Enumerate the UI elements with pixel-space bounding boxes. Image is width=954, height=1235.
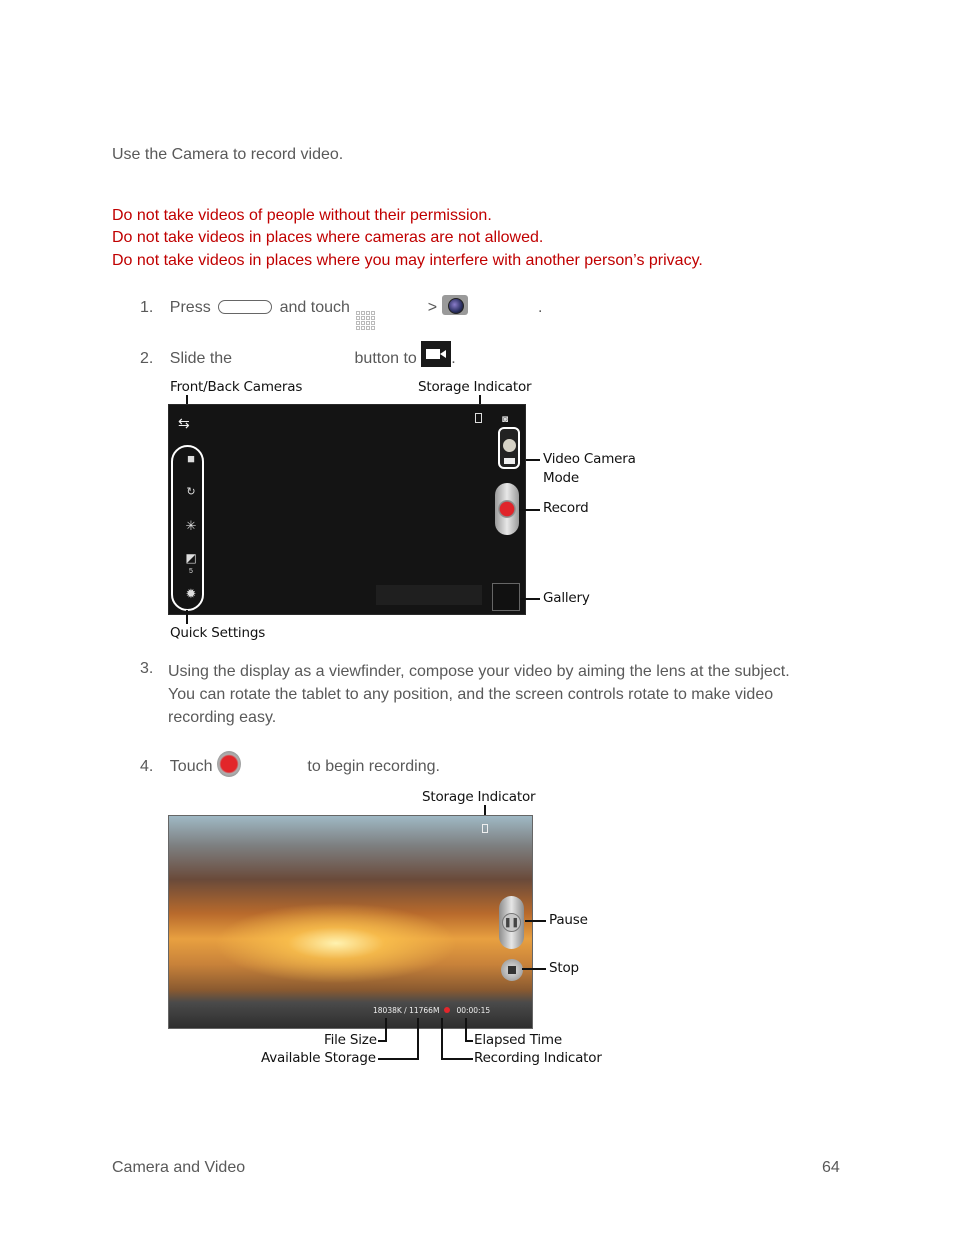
record-icon	[217, 751, 241, 777]
callout-available-storage: Available Storage	[261, 1050, 376, 1066]
home-key-icon	[218, 300, 272, 314]
intro-text: Use the Camera to record video.	[112, 146, 344, 163]
exposure-value: 5	[189, 568, 193, 575]
step-number: 1.	[140, 299, 154, 316]
camera-viewfinder	[168, 404, 526, 615]
warning-line: Do not take videos of people without their permission.	[112, 207, 492, 224]
step-text: Press	[169, 299, 211, 316]
timer-off-icon[interactable]: ↻	[186, 486, 196, 498]
switch-camera-icon[interactable]: ⇆	[178, 415, 190, 431]
recording-mode-icon[interactable]: ■	[187, 451, 195, 466]
warning-line: Do not take videos in places where cameras are not allowed.	[112, 229, 544, 246]
camera-app-icon	[442, 295, 468, 315]
camera-video-mode-toggle[interactable]	[498, 427, 520, 469]
callout-stop: Stop	[549, 960, 579, 976]
callout-quick-settings: Quick Settings	[170, 625, 266, 641]
settings-gear-icon[interactable]: ✹	[185, 586, 197, 601]
gallery-thumbnail[interactable]	[492, 583, 520, 611]
callout-pause: Pause	[549, 912, 588, 928]
callout-gallery: Gallery	[543, 590, 590, 606]
elapsed-time: 00:00:15	[456, 1006, 491, 1015]
status-bar	[376, 585, 482, 605]
step-text: >	[427, 299, 438, 316]
step-number: 4.	[140, 758, 154, 775]
video-mode-icon	[421, 341, 451, 367]
step-number: 2.	[140, 350, 154, 367]
callout-front-back-cameras: Front/Back Cameras	[170, 379, 303, 395]
step-3	[140, 660, 153, 678]
callout-storage-indicator: Storage Indicator	[422, 789, 536, 805]
step-1	[140, 295, 543, 330]
storage-indicator-icon	[475, 413, 482, 423]
effects-icon[interactable]: ✳	[185, 518, 197, 533]
step-number: 3.	[140, 660, 154, 677]
step-text: Using the display as a viewfinder, compose your video by aiming the lens at the subject.	[168, 663, 790, 680]
step-text: to begin recording.	[307, 758, 440, 775]
warning-line: Do not take videos in places where you may interfere with another person’s privacy.	[112, 252, 703, 269]
quick-settings-panel	[171, 445, 204, 611]
step-4	[140, 751, 440, 777]
camera-mode-icon: ◙	[502, 414, 509, 425]
step-3-text	[168, 660, 790, 729]
exposure-icon[interactable]: ◩	[185, 551, 197, 565]
callout-elapsed-time: Elapsed Time	[474, 1032, 562, 1048]
pause-button[interactable]: ❚❚	[499, 896, 524, 949]
file-size: 18038K	[373, 1006, 402, 1015]
step-text: recording easy.	[168, 709, 277, 726]
step-text: .	[451, 350, 456, 367]
record-button[interactable]	[495, 483, 519, 535]
callout-recording-indicator: Recording Indicator	[474, 1050, 602, 1066]
recording-indicator-icon	[444, 1007, 450, 1013]
callout-storage-indicator: Storage Indicator	[418, 379, 532, 395]
step-text: .	[538, 299, 543, 316]
recording-status	[373, 1006, 490, 1015]
step-text: Touch	[169, 758, 213, 775]
available-storage: 11766M	[409, 1006, 440, 1015]
step-text: button to	[354, 350, 417, 367]
step-text: You can rotate the tablet to any position, and the screen controls rotate to make video	[168, 686, 774, 703]
step-text: Slide the	[169, 350, 233, 367]
callout-video-camera-mode: Video Camera	[543, 451, 636, 467]
page-number: 64	[822, 1159, 840, 1176]
recording-viewfinder	[168, 815, 533, 1029]
apps-icon	[356, 311, 375, 330]
callout-video-camera-mode: Mode	[543, 470, 579, 486]
storage-indicator-icon	[482, 824, 488, 833]
separator: /	[404, 1006, 407, 1015]
callout-file-size: File Size	[324, 1032, 377, 1048]
stop-button[interactable]	[501, 959, 523, 981]
footer-section: Camera and Video	[112, 1159, 246, 1176]
step-text: and touch	[279, 299, 350, 316]
callout-record: Record	[543, 500, 589, 516]
step-2	[140, 341, 456, 368]
